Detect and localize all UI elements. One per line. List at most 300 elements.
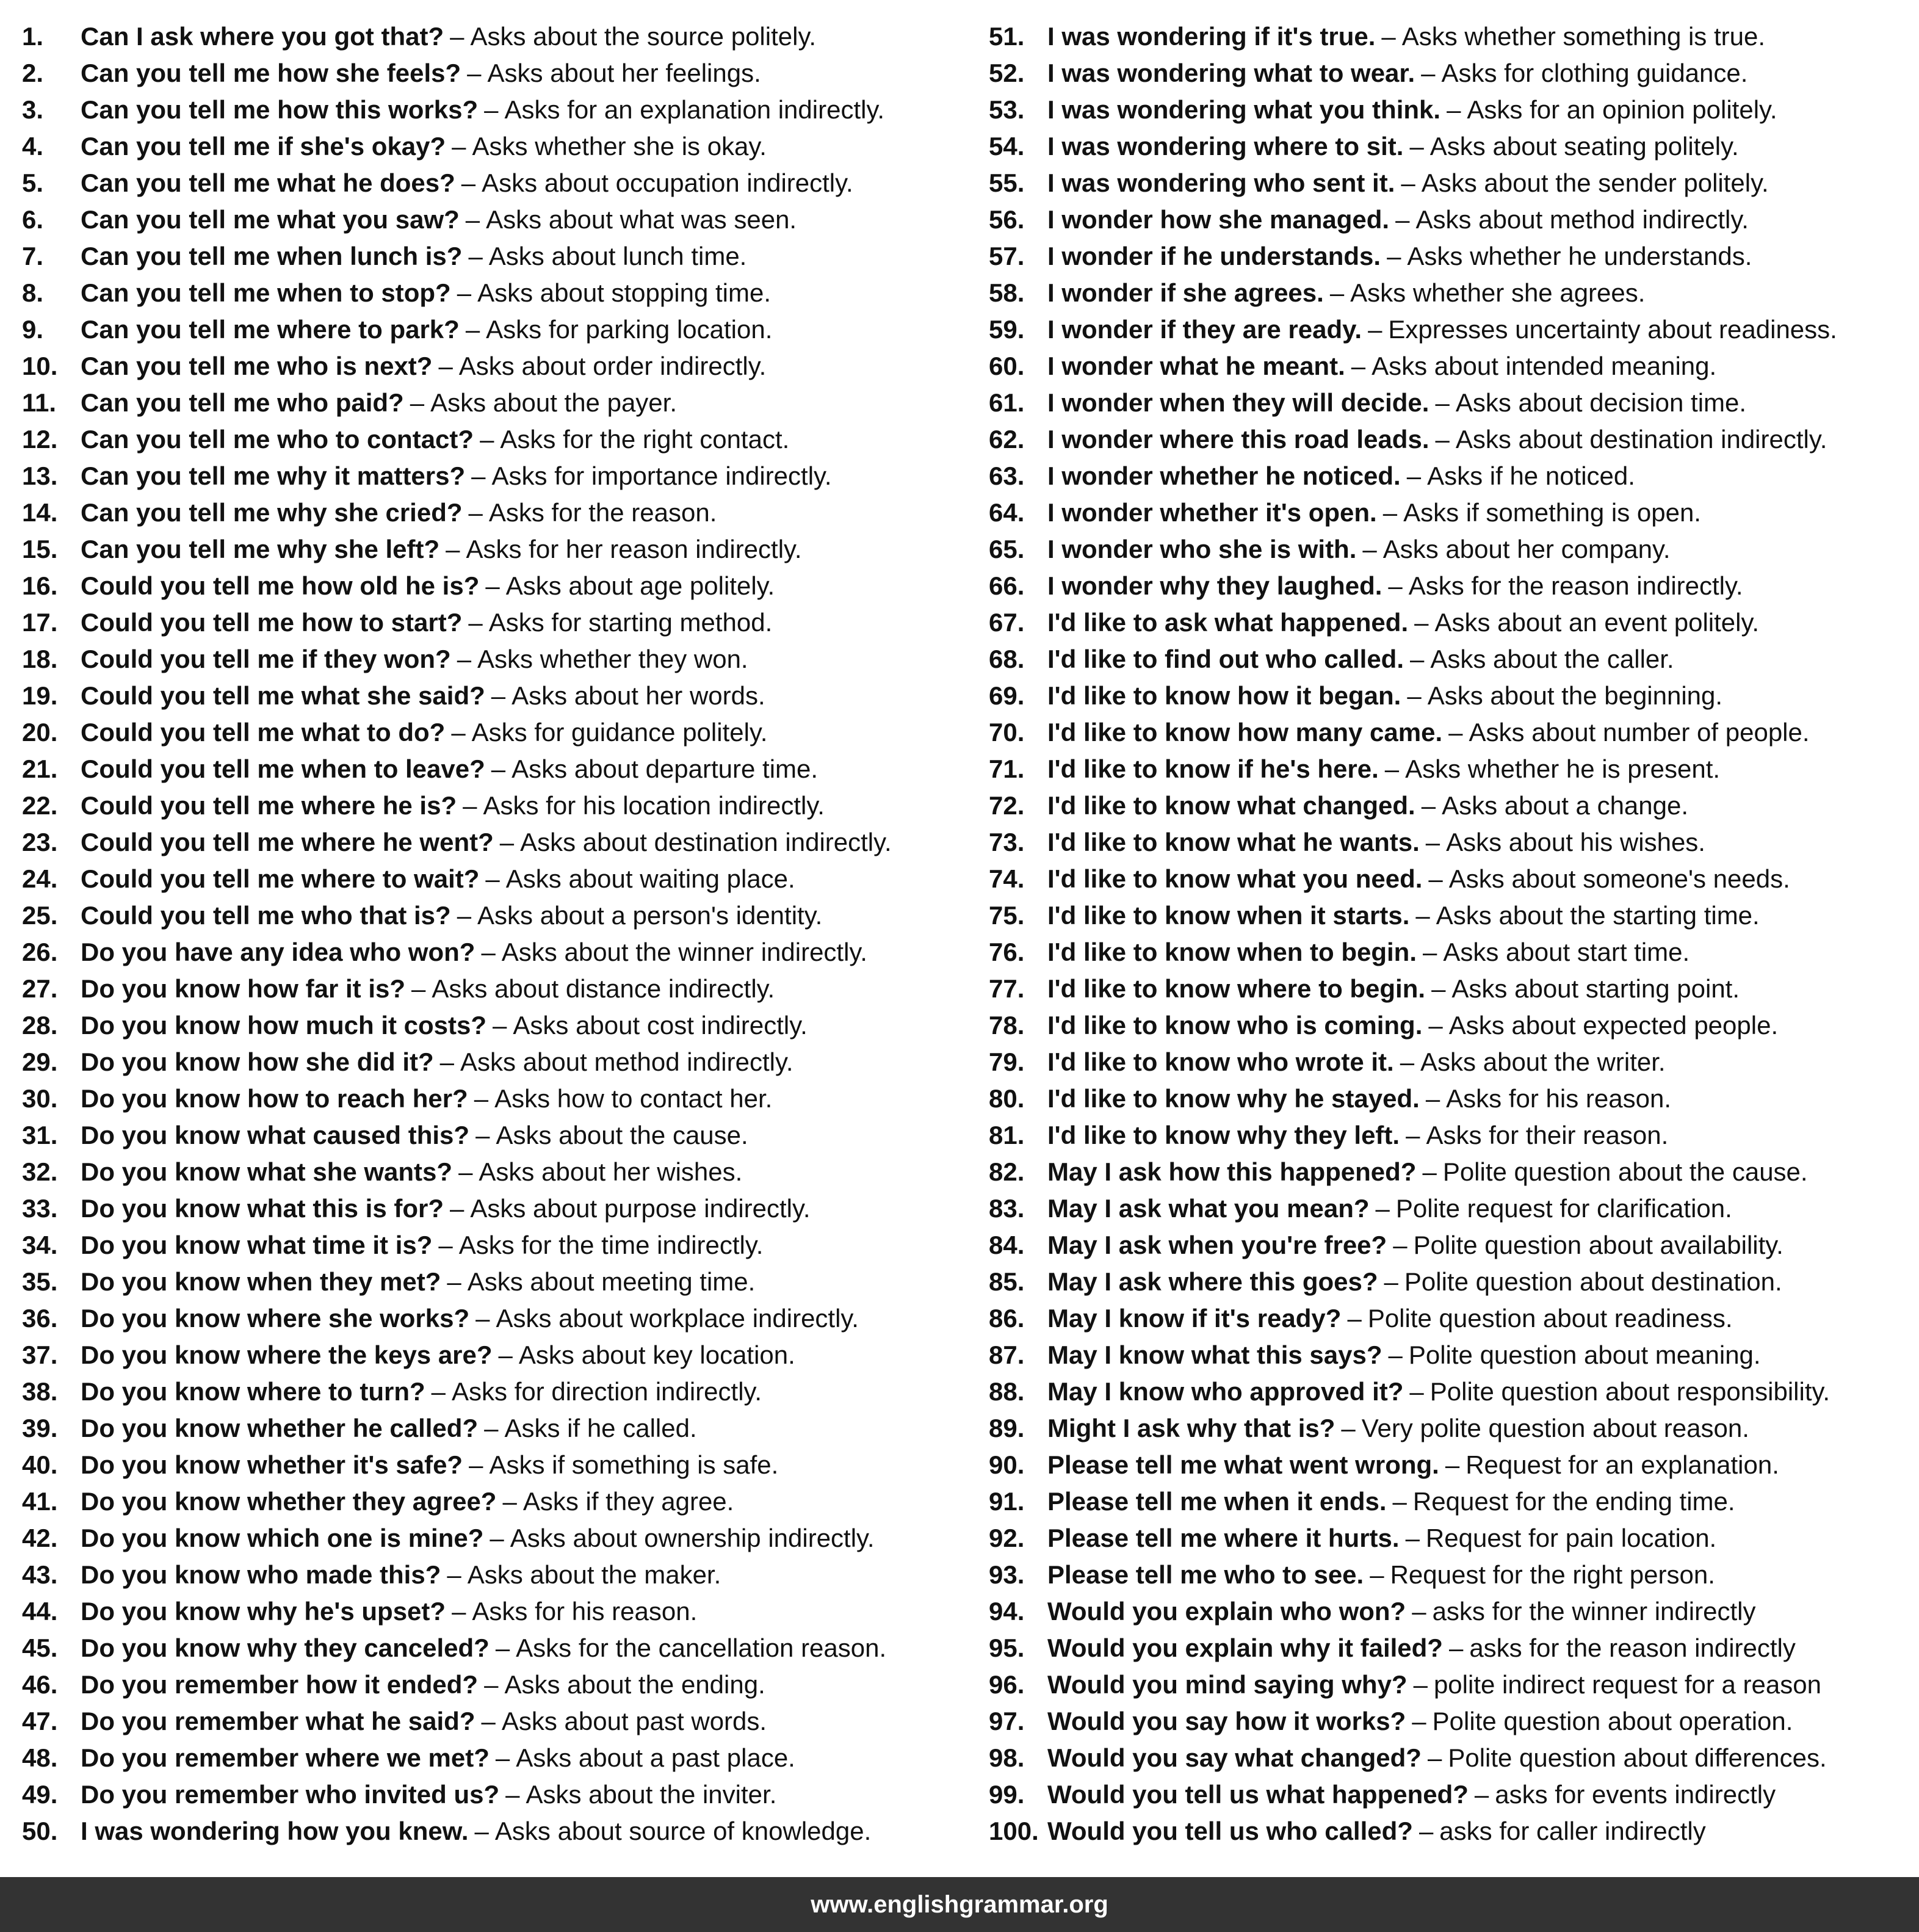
item-phrase: I'd like to ask what happened. <box>1047 608 1409 637</box>
item-phrase: Do you know why he's upset? <box>81 1597 446 1626</box>
item-description: Polite request for clarification. <box>1395 1194 1732 1223</box>
item-description: Asks about what was seen. <box>486 205 797 234</box>
item-phrase: Would you say what changed? <box>1047 1743 1422 1772</box>
item-separator: – <box>465 315 480 344</box>
item-description: Asks about decision time. <box>1455 388 1747 417</box>
list-item <box>22 1300 989 1337</box>
list-item <box>22 458 989 494</box>
item-separator: – <box>458 1157 473 1186</box>
item-separator: – <box>1388 1340 1403 1369</box>
item-phrase: I'd like to know what you need. <box>1047 864 1423 893</box>
list-item <box>989 55 1902 92</box>
list-item <box>22 1703 989 1740</box>
item-phrase: Do you have any idea who won? <box>81 938 475 966</box>
item-phrase: I'd like to know when to begin. <box>1047 938 1417 966</box>
item-number: 40. <box>22 1450 58 1479</box>
item-number: 71. <box>989 754 1025 783</box>
item-phrase: Can I ask where you got that? <box>81 22 444 51</box>
item-description: Polite question about readiness. <box>1367 1304 1733 1333</box>
list-item <box>22 1044 989 1080</box>
item-description: Asks about start time. <box>1443 938 1690 966</box>
item-separator: – <box>1401 168 1415 197</box>
item-number: 27. <box>22 974 58 1003</box>
item-separator: – <box>474 1084 489 1113</box>
item-number: 25. <box>22 901 58 930</box>
item-separator: – <box>450 22 464 51</box>
item-number: 36. <box>22 1304 58 1333</box>
item-phrase: I was wondering what you think. <box>1047 95 1441 124</box>
item-separator: – <box>474 1817 489 1845</box>
item-phrase: Can you tell me if she's okay? <box>81 132 446 161</box>
list-item <box>989 934 1902 971</box>
item-separator: – <box>1409 132 1424 161</box>
item-number: 63. <box>989 461 1025 490</box>
list-item <box>22 934 989 971</box>
item-description: asks for the reason indirectly <box>1469 1634 1796 1662</box>
item-number: 65. <box>989 535 1025 563</box>
item-phrase: Do you know how she did it? <box>81 1047 434 1076</box>
item-number: 30. <box>22 1084 58 1113</box>
list-item <box>22 494 989 531</box>
item-phrase: Do you know how far it is? <box>81 974 406 1003</box>
item-number: 72. <box>989 791 1025 820</box>
item-description: Asks for the reason indirectly. <box>1408 571 1743 600</box>
item-phrase: I'd like to know what changed. <box>1047 791 1415 820</box>
item-description: Asks about the maker. <box>467 1560 721 1589</box>
item-separator: – <box>457 901 472 930</box>
item-number: 10. <box>22 352 58 380</box>
list-item <box>22 275 989 311</box>
item-phrase: I wonder why they laughed. <box>1047 571 1382 600</box>
item-separator: – <box>471 461 486 490</box>
list-item <box>989 385 1902 421</box>
item-description: Asks about her feelings. <box>487 59 761 87</box>
item-number: 94. <box>989 1597 1025 1626</box>
item-number: 24. <box>22 864 58 893</box>
item-phrase: I was wondering if it's true. <box>1047 22 1376 51</box>
item-description: Asks if they agree. <box>522 1487 734 1516</box>
item-separator: – <box>1427 1743 1442 1772</box>
item-number: 89. <box>989 1414 1025 1442</box>
item-phrase: I wonder when they will decide. <box>1047 388 1429 417</box>
item-number: 83. <box>989 1194 1025 1223</box>
item-description: Asks for the reason. <box>488 498 717 527</box>
item-phrase: Do you know where to turn? <box>81 1377 425 1406</box>
list-item <box>22 604 989 641</box>
item-number: 49. <box>22 1780 58 1809</box>
item-separator: – <box>1384 754 1400 783</box>
item-number: 85. <box>989 1267 1025 1296</box>
item-number: 53. <box>989 95 1025 124</box>
item-description: Asks about the source politely. <box>470 22 816 51</box>
item-description: Asks about the beginning. <box>1427 681 1723 710</box>
list-item <box>22 1117 989 1154</box>
item-phrase: Could you tell me who that is? <box>81 901 451 930</box>
item-separator: – <box>499 828 515 856</box>
item-number: 97. <box>989 1707 1025 1735</box>
item-number: 5. <box>22 168 44 197</box>
list-item <box>989 604 1902 641</box>
item-phrase: May I ask how this happened? <box>1047 1157 1417 1186</box>
item-separator: – <box>1412 1707 1426 1735</box>
item-number: 93. <box>989 1560 1025 1589</box>
list-item <box>22 1007 989 1044</box>
item-description: Expresses uncertainty about readiness. <box>1388 315 1837 344</box>
list-item <box>989 18 1902 55</box>
footer-banner <box>0 1877 1919 1932</box>
item-separator: – <box>1410 645 1425 673</box>
item-number: 29. <box>22 1047 58 1076</box>
item-description: Asks how to contact her. <box>494 1084 773 1113</box>
item-description: Asks about starting point. <box>1451 974 1740 1003</box>
item-number: 80. <box>989 1084 1025 1113</box>
item-description: Asks about the cause. <box>496 1121 748 1149</box>
item-number: 92. <box>989 1524 1025 1552</box>
item-separator: – <box>411 974 426 1003</box>
item-separator: – <box>1400 1047 1415 1076</box>
list-item <box>989 1044 1902 1080</box>
item-separator: – <box>457 278 472 307</box>
item-number: 33. <box>22 1194 58 1223</box>
item-separator: – <box>1448 718 1463 747</box>
item-description: Polite question about destination. <box>1404 1267 1782 1296</box>
item-description: Asks about an event politely. <box>1434 608 1760 637</box>
list-item <box>989 1154 1902 1190</box>
list-item <box>22 787 989 824</box>
item-number: 51. <box>989 22 1025 51</box>
item-phrase: Do you know where she works? <box>81 1304 470 1333</box>
item-separator: – <box>1425 828 1440 856</box>
item-separator: – <box>475 1121 490 1149</box>
item-phrase: Could you tell me how old he is? <box>81 571 480 600</box>
item-number: 70. <box>989 718 1025 747</box>
list-item <box>22 1520 989 1557</box>
item-phrase: May I know who approved it? <box>1047 1377 1404 1406</box>
list-item <box>989 568 1902 604</box>
item-separator: – <box>505 1780 520 1809</box>
item-number: 60. <box>989 352 1025 380</box>
item-phrase: May I ask where this goes? <box>1047 1267 1378 1296</box>
item-number: 42. <box>22 1524 58 1552</box>
item-number: 28. <box>22 1011 58 1040</box>
item-number: 1. <box>22 22 44 51</box>
item-number: 46. <box>22 1670 58 1699</box>
list-item <box>989 971 1902 1007</box>
item-number: 84. <box>989 1231 1025 1259</box>
item-description: Asks about the writer. <box>1420 1047 1666 1076</box>
item-description: Polite question about meaning. <box>1408 1340 1761 1369</box>
item-description: Asks whether he is present. <box>1405 754 1721 783</box>
list-item <box>989 1117 1902 1154</box>
item-separator: – <box>1415 901 1430 930</box>
item-phrase: Do you know who made this? <box>81 1560 441 1589</box>
item-number: 32. <box>22 1157 58 1186</box>
item-separator: – <box>1382 498 1398 527</box>
item-number: 39. <box>22 1414 58 1442</box>
item-phrase: I wonder whether it's open. <box>1047 498 1377 527</box>
item-number: 7. <box>22 242 44 270</box>
item-number: 67. <box>989 608 1025 637</box>
item-number: 44. <box>22 1597 58 1626</box>
list-item <box>989 1300 1902 1337</box>
item-description: asks for caller indirectly <box>1439 1817 1706 1845</box>
item-number: 9. <box>22 315 44 344</box>
item-phrase: Please tell me when it ends. <box>1047 1487 1387 1516</box>
item-number: 95. <box>989 1634 1025 1662</box>
item-phrase: Can you tell me how this works? <box>81 95 479 124</box>
item-number: 69. <box>989 681 1025 710</box>
item-phrase: May I know what this says? <box>1047 1340 1382 1369</box>
item-separator: – <box>1428 864 1443 893</box>
list-item <box>989 201 1902 238</box>
item-description: Asks about stopping time. <box>477 278 771 307</box>
item-separator: – <box>1392 1487 1407 1516</box>
item-phrase: Please tell me where it hurts. <box>1047 1524 1400 1552</box>
item-separator: – <box>457 645 472 673</box>
item-description: Asks about waiting place. <box>505 864 795 893</box>
item-phrase: I'd like to know who is coming. <box>1047 1011 1423 1040</box>
item-number: 87. <box>989 1340 1025 1369</box>
item-phrase: Do you know why they canceled? <box>81 1634 490 1662</box>
item-separator: – <box>447 1267 461 1296</box>
item-phrase: Would you tell us who called? <box>1047 1817 1413 1845</box>
item-phrase: Could you tell me how to start? <box>81 608 463 637</box>
list-item <box>989 861 1902 897</box>
item-separator: – <box>446 535 460 563</box>
item-separator: – <box>439 1047 455 1076</box>
item-description: Asks for his reason. <box>472 1597 698 1626</box>
item-number: 86. <box>989 1304 1025 1333</box>
list-item <box>22 678 989 714</box>
item-phrase: Do you remember how it ended? <box>81 1670 479 1699</box>
list-item <box>989 531 1902 568</box>
item-description: Asks about distance indirectly. <box>432 974 775 1003</box>
list-item <box>989 1593 1902 1630</box>
list-item <box>22 128 989 165</box>
item-separator: – <box>438 352 453 380</box>
item-phrase: I wonder how she managed. <box>1047 205 1390 234</box>
item-description: Asks if something is safe. <box>489 1450 779 1479</box>
item-phrase: I'd like to know why they left. <box>1047 1121 1400 1149</box>
list-item <box>989 458 1902 494</box>
list-item <box>989 275 1902 311</box>
list-item <box>989 421 1902 458</box>
list-item <box>22 641 989 678</box>
item-description: Asks if he noticed. <box>1427 461 1635 490</box>
item-phrase: Can you tell me why it matters? <box>81 461 466 490</box>
item-number: 91. <box>989 1487 1025 1516</box>
list-item <box>989 1520 1902 1557</box>
list-item <box>22 1630 989 1666</box>
item-description: Asks for her reason indirectly. <box>466 535 802 563</box>
list-item <box>989 1666 1902 1703</box>
item-separator: – <box>1347 1304 1362 1333</box>
item-description: Asks for the time indirectly. <box>458 1231 764 1259</box>
list-item <box>22 1337 989 1373</box>
item-number: 98. <box>989 1743 1025 1772</box>
list-item <box>22 1080 989 1117</box>
item-number: 79. <box>989 1047 1025 1076</box>
item-phrase: Can you tell me where to park? <box>81 315 460 344</box>
list-item <box>989 897 1902 934</box>
item-number: 21. <box>22 754 58 783</box>
item-description: Asks about the sender politely. <box>1421 168 1769 197</box>
item-description: Polite question about operation. <box>1432 1707 1793 1735</box>
item-description: Polite question about availability. <box>1413 1231 1783 1259</box>
item-number: 26. <box>22 938 58 966</box>
item-separator: – <box>450 1194 464 1223</box>
item-separator: – <box>484 1414 499 1442</box>
website-url: www.englishgrammar.org <box>811 1891 1108 1918</box>
item-description: Asks about method indirectly. <box>460 1047 793 1076</box>
list-item <box>989 1703 1902 1740</box>
item-description: Request for the right person. <box>1390 1560 1715 1589</box>
item-number: 75. <box>989 901 1025 930</box>
item-separator: – <box>475 1304 490 1333</box>
item-number: 12. <box>22 425 58 454</box>
list-item <box>22 201 989 238</box>
item-description: Asks about age politely. <box>505 571 775 600</box>
list-item <box>989 311 1902 348</box>
item-number: 78. <box>989 1011 1025 1040</box>
item-separator: – <box>468 498 483 527</box>
item-number: 18. <box>22 645 58 673</box>
item-number: 59. <box>989 315 1025 344</box>
item-phrase: Do you know what time it is? <box>81 1231 433 1259</box>
item-phrase: Do you know when they met? <box>81 1267 441 1296</box>
item-number: 8. <box>22 278 44 307</box>
item-phrase: Do you know whether it's safe? <box>81 1450 463 1479</box>
list-item <box>989 824 1902 861</box>
item-number: 54. <box>989 132 1025 161</box>
list-item <box>989 1447 1902 1483</box>
list-item <box>22 714 989 751</box>
item-phrase: Do you know where the keys are? <box>81 1340 493 1369</box>
item-description: Asks about destination indirectly. <box>1455 425 1827 454</box>
item-phrase: Can you tell me how she feels? <box>81 59 461 87</box>
item-number: 68. <box>989 645 1025 673</box>
item-description: Asks whether he understands. <box>1407 242 1752 270</box>
item-phrase: Could you tell me where to wait? <box>81 864 480 893</box>
item-separator: – <box>484 1670 499 1699</box>
item-description: Asks about the ending. <box>504 1670 765 1699</box>
list-item <box>989 751 1902 787</box>
item-description: Request for an explanation. <box>1465 1450 1779 1479</box>
item-separator: – <box>447 1560 461 1589</box>
item-separator: – <box>490 1524 504 1552</box>
item-phrase: I'd like to know why he stayed. <box>1047 1084 1420 1113</box>
item-number: 52. <box>989 59 1025 87</box>
item-separator: – <box>1393 1231 1408 1259</box>
item-number: 2. <box>22 59 44 87</box>
item-description: Asks for direction indirectly. <box>452 1377 762 1406</box>
item-number: 6. <box>22 205 44 234</box>
item-separator: – <box>468 242 483 270</box>
item-number: 17. <box>22 608 58 637</box>
item-phrase: Do you remember what he said? <box>81 1707 475 1735</box>
item-phrase: Can you tell me why she left? <box>81 535 440 563</box>
item-number: 20. <box>22 718 58 747</box>
item-separator: – <box>463 791 477 820</box>
item-separator: – <box>491 754 506 783</box>
item-phrase: Can you tell me what he does? <box>81 168 455 197</box>
item-number: 38. <box>22 1377 58 1406</box>
item-number: 61. <box>989 388 1025 417</box>
item-phrase: I'd like to know where to begin. <box>1047 974 1426 1003</box>
item-separator: – <box>1329 278 1345 307</box>
item-number: 73. <box>989 828 1025 856</box>
list-column-left <box>22 18 989 1850</box>
item-separator: – <box>485 571 500 600</box>
list-item <box>989 128 1902 165</box>
item-description: polite indirect request for a reason <box>1433 1670 1821 1699</box>
item-description: Polite question about differences. <box>1448 1743 1827 1772</box>
item-number: 47. <box>22 1707 58 1735</box>
item-separator: – <box>1447 95 1461 124</box>
item-description: Asks about expected people. <box>1448 1011 1779 1040</box>
item-phrase: Do you know how much it costs? <box>81 1011 487 1040</box>
phrase-list <box>22 18 1902 1850</box>
list-item <box>989 1557 1902 1593</box>
item-separator: – <box>1409 1377 1424 1406</box>
item-number: 90. <box>989 1450 1025 1479</box>
item-separator: – <box>1428 1011 1443 1040</box>
list-item <box>22 92 989 128</box>
list-item <box>989 1190 1902 1227</box>
item-separator: – <box>1421 791 1436 820</box>
list-item <box>22 1666 989 1703</box>
item-phrase: Can you tell me who paid? <box>81 388 404 417</box>
item-separator: – <box>1431 974 1446 1003</box>
list-item <box>22 971 989 1007</box>
item-description: Asks about the winner indirectly. <box>501 938 867 966</box>
item-number: 48. <box>22 1743 58 1772</box>
item-phrase: Do you know whether he called? <box>81 1414 479 1442</box>
list-item <box>22 1813 989 1850</box>
list-item <box>22 1154 989 1190</box>
item-number: 31. <box>22 1121 58 1149</box>
item-phrase: I wonder what he meant. <box>1047 352 1345 380</box>
item-phrase: Do you know what she wants? <box>81 1157 453 1186</box>
item-separator: – <box>1381 22 1396 51</box>
item-phrase: I wonder if he understands. <box>1047 242 1381 270</box>
item-separator: – <box>481 938 496 966</box>
list-item <box>22 1227 989 1264</box>
item-separator: – <box>1425 1084 1440 1113</box>
item-description: Asks for an explanation indirectly. <box>504 95 885 124</box>
item-number: 15. <box>22 535 58 563</box>
item-phrase: Do you know which one is mine? <box>81 1524 484 1552</box>
item-phrase: I was wondering who sent it. <box>1047 168 1395 197</box>
item-description: asks for the winner indirectly <box>1432 1597 1756 1626</box>
list-item <box>22 311 989 348</box>
list-item <box>22 55 989 92</box>
item-description: Asks about number of people. <box>1469 718 1810 747</box>
list-item <box>989 1373 1902 1410</box>
item-phrase: Do you know whether they agree? <box>81 1487 497 1516</box>
item-separator: – <box>438 1231 453 1259</box>
item-description: Asks for clothing guidance. <box>1441 59 1748 87</box>
item-description: Asks about order indirectly. <box>458 352 767 380</box>
item-number: 62. <box>989 425 1025 454</box>
item-phrase: Do you know what this is for? <box>81 1194 444 1223</box>
item-description: Asks about purpose indirectly. <box>470 1194 811 1223</box>
item-description: Asks for importance indirectly. <box>491 461 832 490</box>
item-separator: – <box>1406 461 1422 490</box>
item-number: 37. <box>22 1340 58 1369</box>
item-number: 19. <box>22 681 58 710</box>
item-separator: – <box>1387 242 1401 270</box>
